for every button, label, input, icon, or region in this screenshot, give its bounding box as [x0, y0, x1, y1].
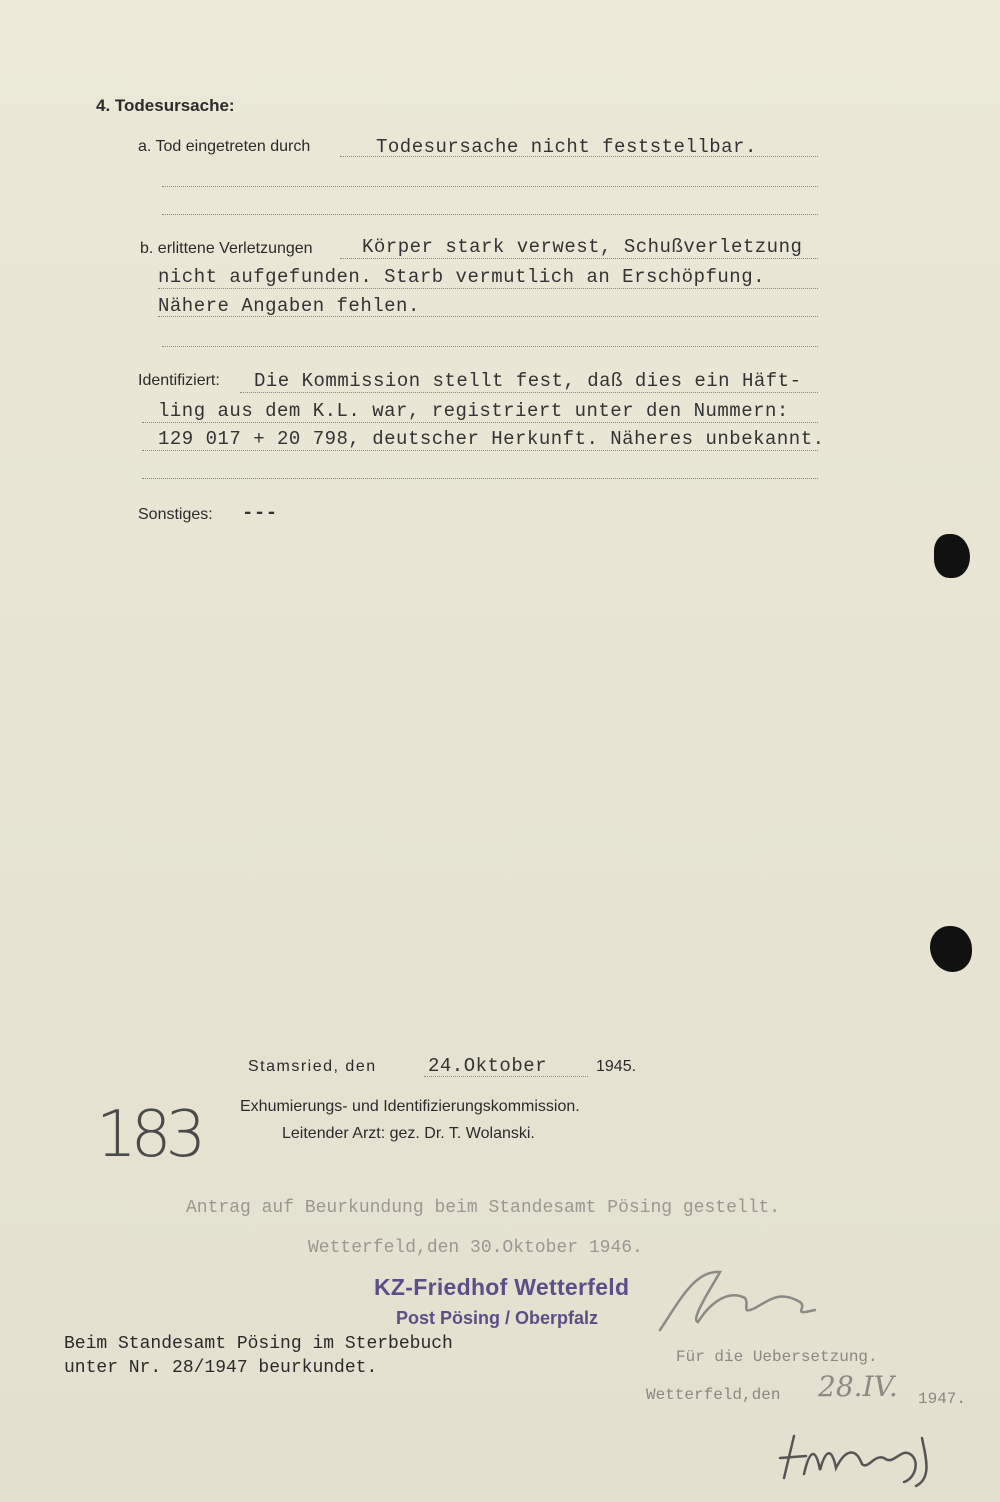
date-year: 1945.: [596, 1058, 637, 1075]
handwritten-number: 183: [96, 1098, 201, 1172]
lead-doctor: Leitender Arzt: gez. Dr. T. Wolanski.: [282, 1125, 535, 1142]
dotted-line: [162, 214, 818, 215]
cause-value: Todesursache nicht feststellbar.: [376, 136, 757, 158]
identified-label: Identifiziert:: [138, 372, 220, 389]
application-date: Wetterfeld,den 30.Oktober 1946.: [308, 1238, 643, 1258]
translation-year: 1947.: [918, 1390, 967, 1408]
other-value: ---: [242, 502, 278, 524]
other-label: Sonstiges:: [138, 506, 213, 523]
registry-line-1: Beim Standesamt Pösing im Sterbebuch: [64, 1334, 453, 1354]
handwritten-signature-icon: [650, 1260, 830, 1340]
date-value: 24.Oktober: [428, 1055, 548, 1077]
cemetery-stamp-address: Post Pösing / Oberpfalz: [396, 1308, 599, 1328]
injuries-line-1: Körper stark verwest, Schußverletzung: [362, 236, 803, 258]
dotted-line: [162, 346, 818, 347]
identified-line-1: Die Kommission stellt fest, daß dies ein Häft-: [254, 370, 802, 392]
dotted-line: [240, 392, 818, 393]
dotted-line: [162, 186, 818, 187]
punch-hole: [934, 534, 970, 578]
registry-line-2: unter Nr. 28/1947 beurkundet.: [64, 1358, 378, 1378]
cemetery-stamp-title: KZ-Friedhof Wetterfeld: [374, 1274, 630, 1300]
injuries-line-2: nicht aufgefunden. Starb vermutlich an Erschöpfung.: [158, 266, 765, 288]
dotted-line: [424, 1076, 588, 1077]
dotted-line: [340, 156, 818, 157]
translation-day: 28.IV.: [818, 1370, 898, 1403]
injuries-line-3: Nähere Angaben fehlen.: [158, 295, 420, 317]
dotted-line: [142, 450, 818, 451]
dotted-line: [158, 288, 818, 289]
translation-note: Für die Uebersetzung.: [676, 1348, 878, 1366]
dotted-line: [142, 422, 818, 423]
punch-hole: [930, 926, 972, 972]
translation-place: Wetterfeld,den: [646, 1386, 781, 1404]
application-note: Antrag auf Beurkundung beim Standesamt Pösing gestellt.: [186, 1198, 781, 1218]
place-prefix: Stamsried, den: [248, 1058, 377, 1075]
translator-signature-icon: [776, 1418, 956, 1488]
cause-label: a. Tod eingetreten durch: [138, 138, 311, 155]
section-heading: 4. Todesursache:: [96, 96, 235, 115]
dotted-line: [158, 316, 818, 317]
dotted-line: [340, 258, 818, 259]
identified-line-3: 129 017 + 20 798, deutscher Herkunft. Näheres unbekannt.: [158, 428, 825, 450]
identified-line-2: ling aus dem K.L. war, registriert unter den Nummern:: [158, 400, 789, 422]
commission-name: Exhumierungs- und Identifizierungskommission.: [240, 1098, 580, 1115]
injuries-label: b. erlittene Verletzungen: [140, 240, 313, 257]
dotted-line: [142, 478, 818, 479]
